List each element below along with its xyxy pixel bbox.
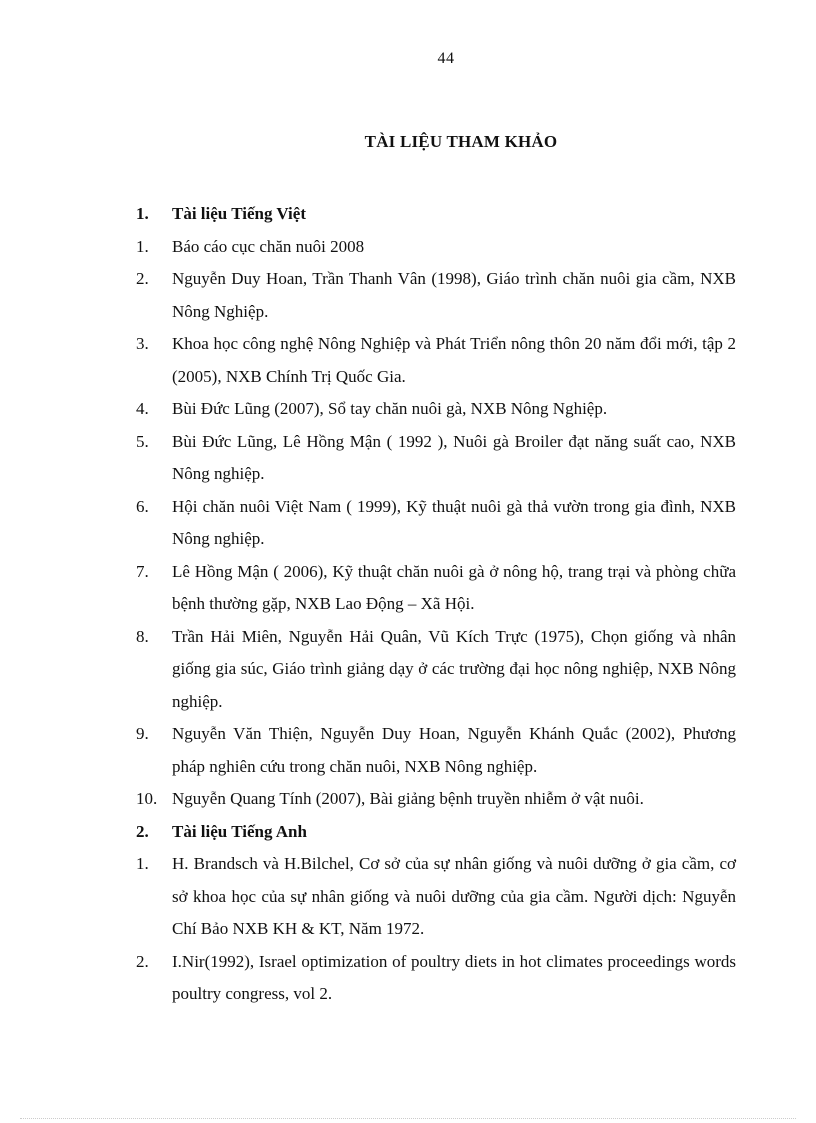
section-title: Tài liệu Tiếng Anh — [172, 821, 307, 841]
reference-text: Bùi Đức Lũng (2007), Sổ tay chăn nuôi gà, NXB Nông Nghiệp. — [172, 399, 608, 418]
reference-number: 10. — [136, 789, 158, 808]
reference-number: 8. — [136, 626, 149, 646]
reference-text: H. Brandsch và H.Bilchel, Cơ sở của sự nhân giống và nuôi dưỡng ở gia cầm, cơ sở khoa học của sự nhân giống và nuôi dưỡng của gia cầm. Người dịch: Nguyễn Chí Bảo NXB KH & KT, Năm 1972. — [172, 854, 736, 938]
reference-number: 1. — [136, 236, 149, 256]
page-number: 44 — [437, 50, 455, 67]
page-bottom-divider — [20, 1118, 796, 1119]
reference-number: 2. — [136, 951, 149, 971]
page-title: TÀI LIỆU THAM KHẢO — [364, 132, 558, 151]
reference-item — [136, 491, 736, 556]
reference-list — [136, 198, 736, 1011]
reference-item — [136, 556, 736, 621]
reference-item — [136, 621, 736, 719]
reference-text: I.Nir(1992), Israel optimization of poultry diets in hot climates proceedings words poultry congress, vol 2. — [172, 951, 736, 1003]
reference-item — [136, 848, 736, 946]
reference-number: 1. — [136, 854, 149, 873]
reference-text: Bùi Đức Lũng, Lê Hồng Mận ( 1992 ), Nuôi gà Broiler đạt năng suất cao, NXB Nông nghiệp. — [172, 431, 736, 483]
reference-item — [136, 946, 736, 1011]
reference-text: Nguyễn Văn Thiện, Nguyễn Duy Hoan, Nguyễn Khánh Quắc (2002), Phương pháp nghiên cứu trong chăn nuôi, NXB Nông nghiệp. — [172, 724, 736, 776]
reference-number: 9. — [136, 724, 149, 743]
reference-text: Trần Hải Miên, Nguyễn Hải Quân, Vũ Kích Trực (1975), Chọn giống và nhân giống gia súc, Giáo trình giảng dạy ở các trường đại học nông nghiệp, NXB Nông nghiệp. — [172, 626, 736, 711]
section-heading-vietnamese — [136, 198, 736, 231]
reference-text: Lê Hồng Mận ( 2006), Kỹ thuật chăn nuôi gà ở nông hộ, trang trại và phòng chữa bệnh thường gặp, NXB Lao Động – Xã Hội. — [172, 561, 736, 613]
reference-item — [136, 393, 736, 426]
reference-text: Nguyễn Quang Tính (2007), Bài giảng bệnh truyền nhiễm ở vật nuôi. — [172, 789, 644, 808]
reference-text: Hội chăn nuôi Việt Nam ( 1999), Kỹ thuật nuôi gà thả vườn trong gia đình, NXB Nông nghiệp. — [172, 496, 736, 548]
reference-item — [136, 231, 736, 264]
section-number: 2. — [136, 821, 149, 841]
reference-number: 2. — [136, 269, 149, 288]
reference-number: 5. — [136, 431, 149, 451]
reference-item — [136, 426, 736, 491]
section-heading-english — [136, 816, 736, 849]
reference-number: 3. — [136, 334, 149, 353]
reference-text: Khoa học công nghệ Nông Nghiệp và Phát Triển nông thôn 20 năm đổi mới, tập 2 (2005), NXB Chính Trị Quốc Gia. — [172, 334, 736, 386]
reference-item — [136, 328, 736, 393]
reference-text: Nguyễn Duy Hoan, Trần Thanh Vân (1998), Giáo trình chăn nuôi gia cầm, NXB Nông Nghiệp. — [172, 269, 736, 321]
reference-item — [136, 263, 736, 328]
reference-number: 7. — [136, 561, 149, 581]
reference-number: 6. — [136, 496, 149, 516]
reference-number: 4. — [136, 399, 149, 418]
reference-item — [136, 718, 736, 783]
reference-item — [136, 783, 736, 816]
reference-text: Báo cáo cục chăn nuôi 2008 — [172, 236, 365, 256]
section-title: Tài liệu Tiếng Việt — [172, 204, 306, 223]
section-number: 1. — [136, 204, 149, 223]
